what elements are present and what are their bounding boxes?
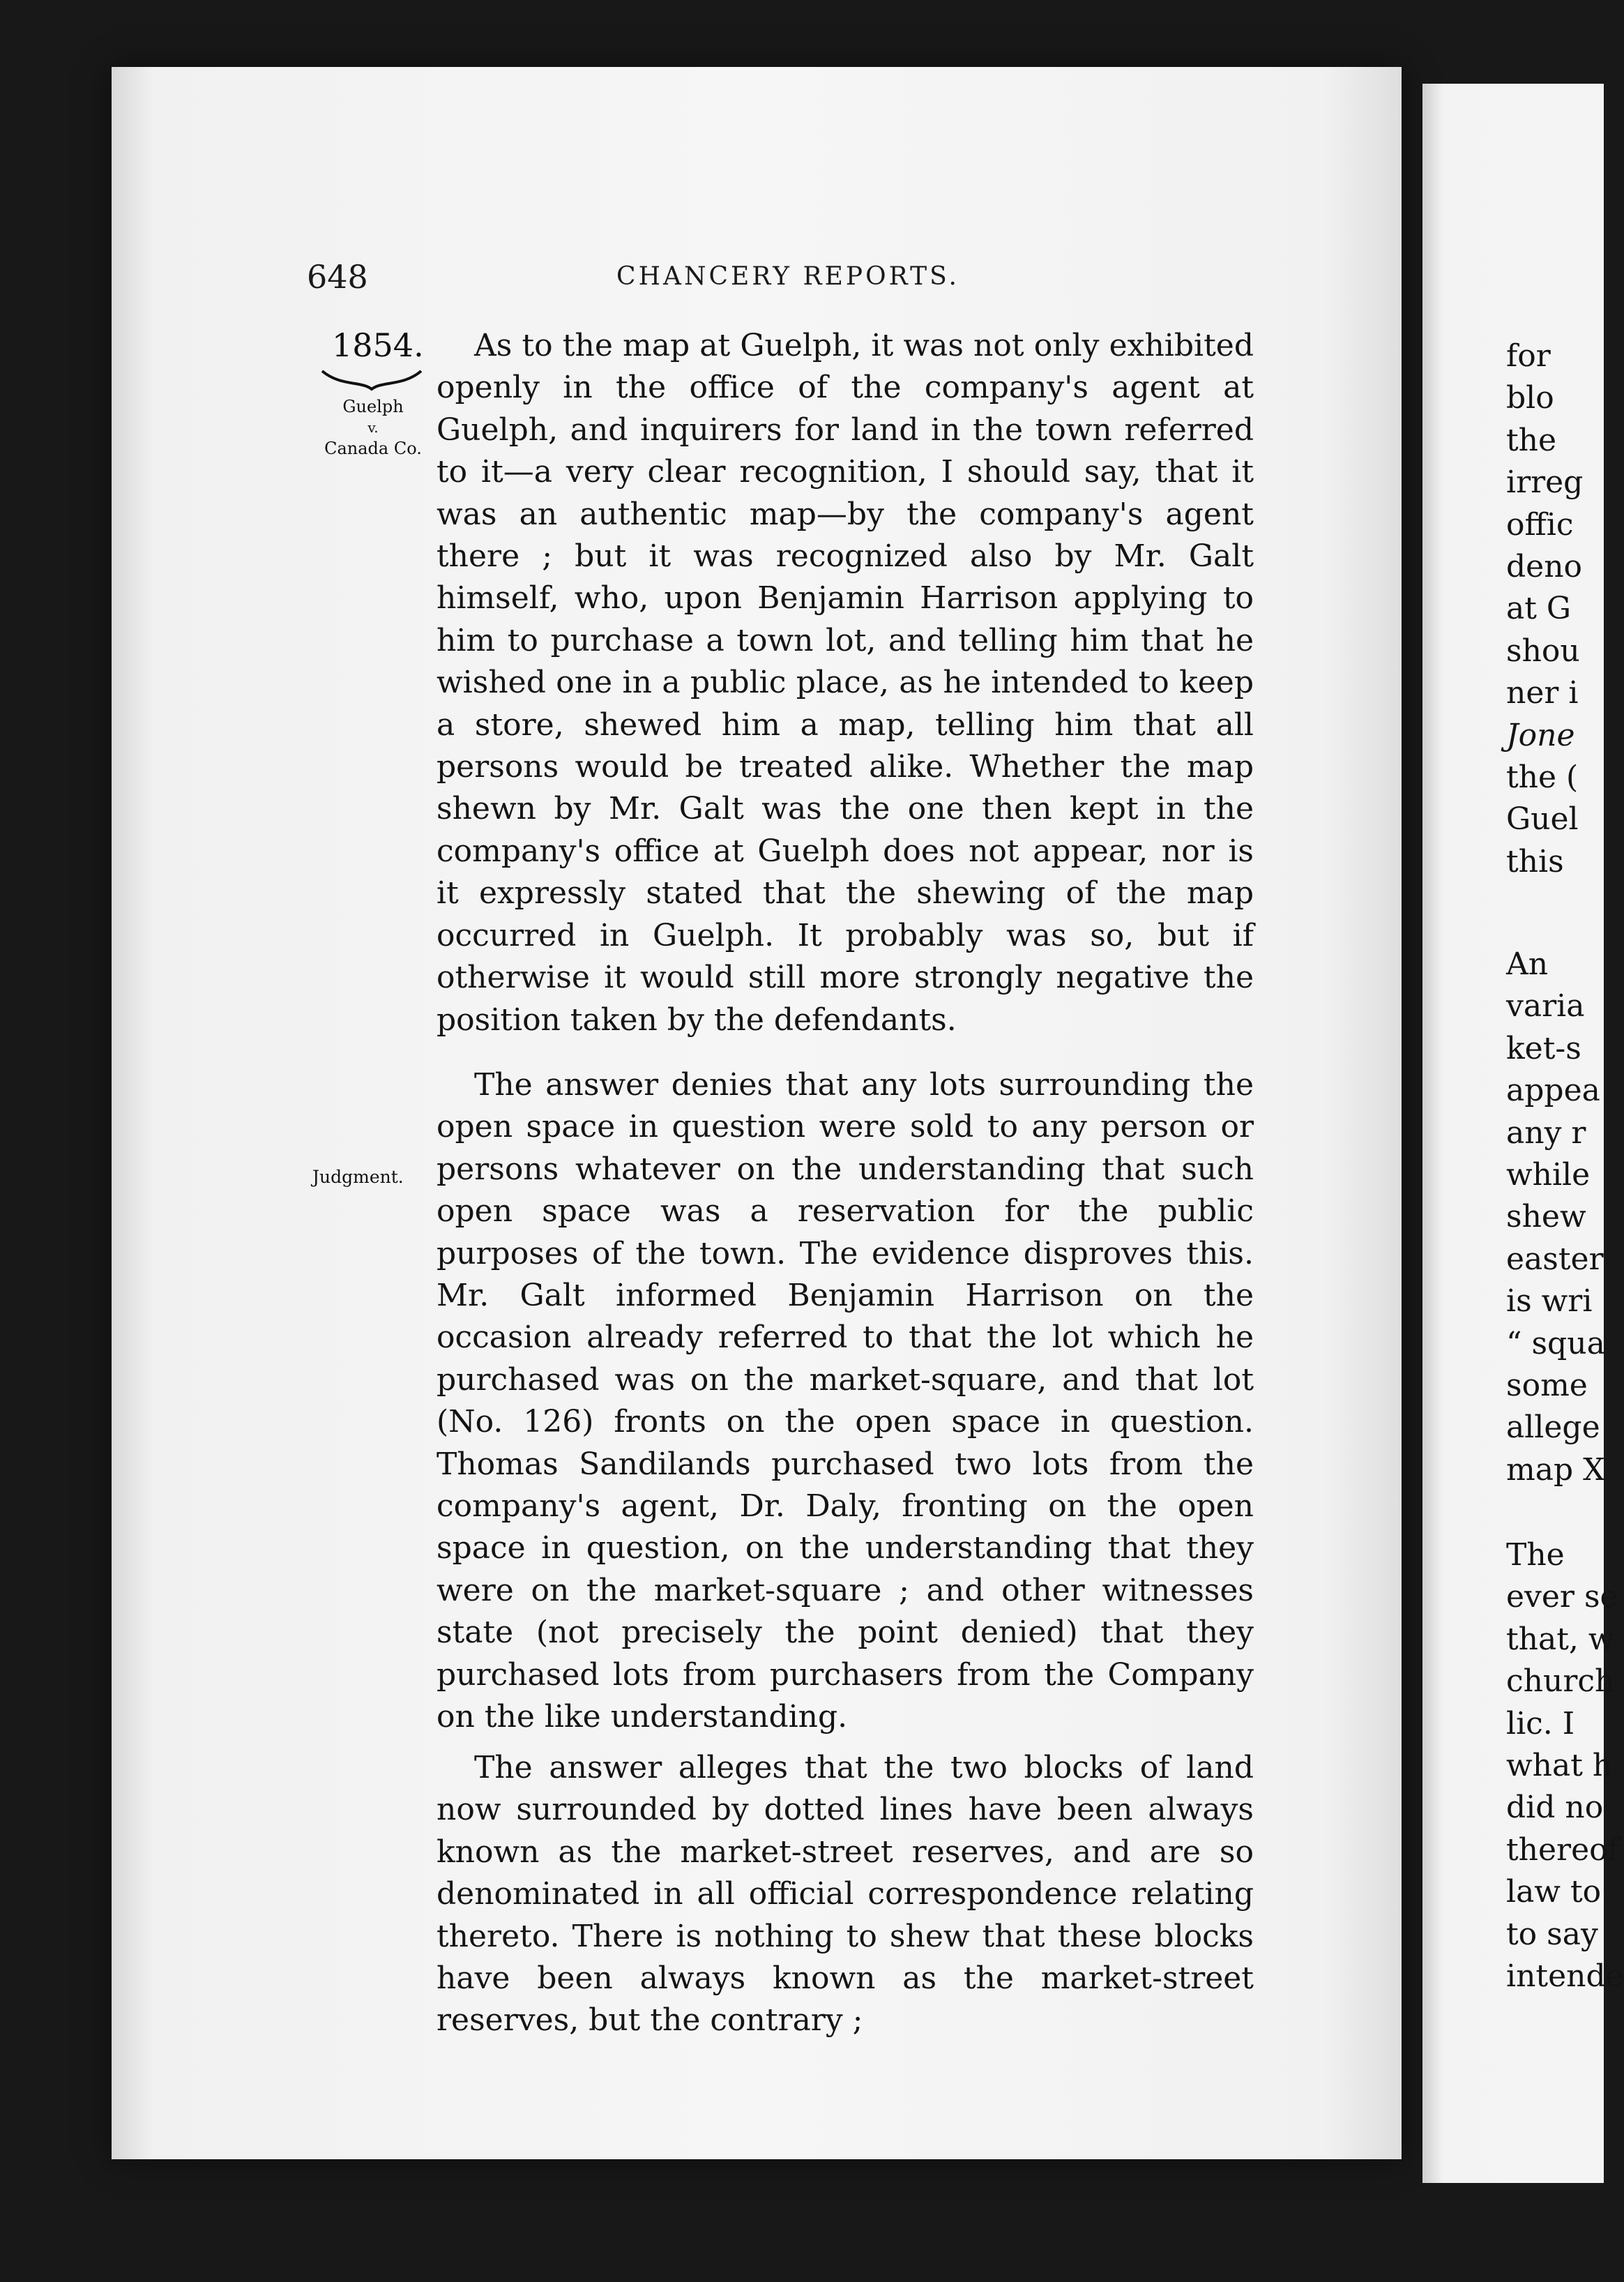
fragment-line: easter	[1506, 1241, 1604, 1277]
paragraph-text: The answer denies that any lots surrounding the open space in question were sold to any person or persons whatever on the understanding that such open space was a reservation for the public purposes of the town. The evidence disproves this. Mr. Galt informed Benjamin Harrison on the occasion already referred to that the lot which he purchased was on the market-square, and that lot (No. 126) fronts on the open space in question. Thomas Sandilands purchased two lots from the company's agent, Dr. Daly, fronting on the open space in question, on the understanding that they were on the market-square ; and other witnesses state (not precisely the point denied) that they purchased lots from purchasers from the Company on the like understanding.	[437, 1067, 1254, 1735]
fragment-line: at G	[1506, 591, 1572, 627]
case-plaintiff: Guelph	[342, 397, 404, 416]
fragment-line: shew	[1506, 1199, 1586, 1235]
fragment-line: deno	[1506, 548, 1583, 584]
fragment-line: while	[1506, 1156, 1591, 1193]
case-versus: v.	[367, 419, 379, 436]
margin-judgment-note: Judgment.	[312, 1167, 404, 1187]
fragment-line: to say	[1506, 1916, 1598, 1952]
fragment-line: ever se	[1506, 1579, 1618, 1615]
fragment-line: what h	[1506, 1747, 1613, 1783]
fragment-line: the (	[1506, 759, 1579, 795]
case-defendant: Canada Co.	[324, 439, 422, 458]
fragment-line: some	[1506, 1367, 1588, 1403]
right-page-fragment-2	[1506, 944, 1604, 1491]
fragment-line: this	[1506, 843, 1564, 879]
fragment-line: that, w	[1506, 1621, 1615, 1657]
paragraph-answer-alleges	[437, 1747, 1254, 2042]
fragment-line: ner i	[1506, 675, 1579, 711]
fragment-line: appea	[1506, 1073, 1600, 1109]
paragraph-map-at-guelph	[437, 325, 1254, 1041]
fragment-line: blo	[1506, 380, 1554, 416]
fragment-line: intende	[1506, 1958, 1624, 1994]
right-page-fragment-3	[1506, 1534, 1624, 1997]
paragraph-text: The answer alleges that the two blocks of land now surrounded by dotted lines have been always known as the market-street reserves, and are so denominated in all official correspondence relating thereto. There is nothing to shew that these blocks have been always known as the market-street reserves, but the contrary ;	[437, 1750, 1254, 2039]
fragment-line: Jone	[1506, 717, 1575, 753]
fragment-line: An	[1506, 946, 1549, 982]
fragment-line: shou	[1506, 633, 1580, 669]
running-head: CHANCERY REPORTS.	[616, 262, 959, 291]
right-page-fragment-1	[1506, 335, 1604, 883]
fragment-line: offic	[1506, 506, 1574, 543]
fragment-line: ket-s	[1506, 1030, 1581, 1066]
fragment-line: church	[1506, 1663, 1615, 1700]
fragment-line: allege	[1506, 1410, 1600, 1446]
page-header	[307, 258, 1269, 300]
margin-year: 1854.	[332, 326, 424, 364]
fragment-line: any r	[1506, 1114, 1586, 1151]
fragment-line: is wri	[1506, 1283, 1593, 1320]
fragment-line: Guel	[1506, 801, 1579, 838]
fragment-line: “ squa	[1506, 1325, 1605, 1361]
fragment-line: The	[1506, 1537, 1565, 1573]
fragment-line: irreg	[1506, 464, 1584, 501]
fragment-line: for	[1506, 338, 1551, 374]
brace-icon	[319, 367, 424, 392]
margin-case-title	[293, 396, 453, 459]
fragment-line: law to	[1506, 1874, 1602, 1910]
fragment-line: varia	[1506, 988, 1585, 1025]
fragment-line: thereof	[1506, 1831, 1619, 1868]
page-number: 648	[307, 258, 368, 296]
paragraph-text: As to the map at Guelph, it was not only exhibited openly in the office of the company's agent at Guelph, and inquirers for land in the town referred to it—a very clear recognition, I should say, that it was an authentic map—by the company's agent there ; but it was recognized also by Mr. Galt himself, who, upon Benjamin Harrison applying to him to purchase a town lot, and telling him that he wished one in a public place, as he intended to keep a store, shewed him a map, telling him that all persons would be treated alike. Whether the map shewn by Mr. Galt was the one then kept in the company's office at Guelph does not appear, nor is it expressly stated that the shewing of the map occurred in Guelph. It probably was so, but if otherwise it would still more strongly negative the position taken by the defendants.	[437, 328, 1254, 1038]
fragment-line: map X	[1506, 1451, 1605, 1488]
fragment-line: lic. I	[1506, 1705, 1575, 1741]
fragment-line: did no	[1506, 1790, 1604, 1826]
fragment-line: the	[1506, 422, 1557, 458]
paragraph-answer-denies	[437, 1064, 1254, 1739]
